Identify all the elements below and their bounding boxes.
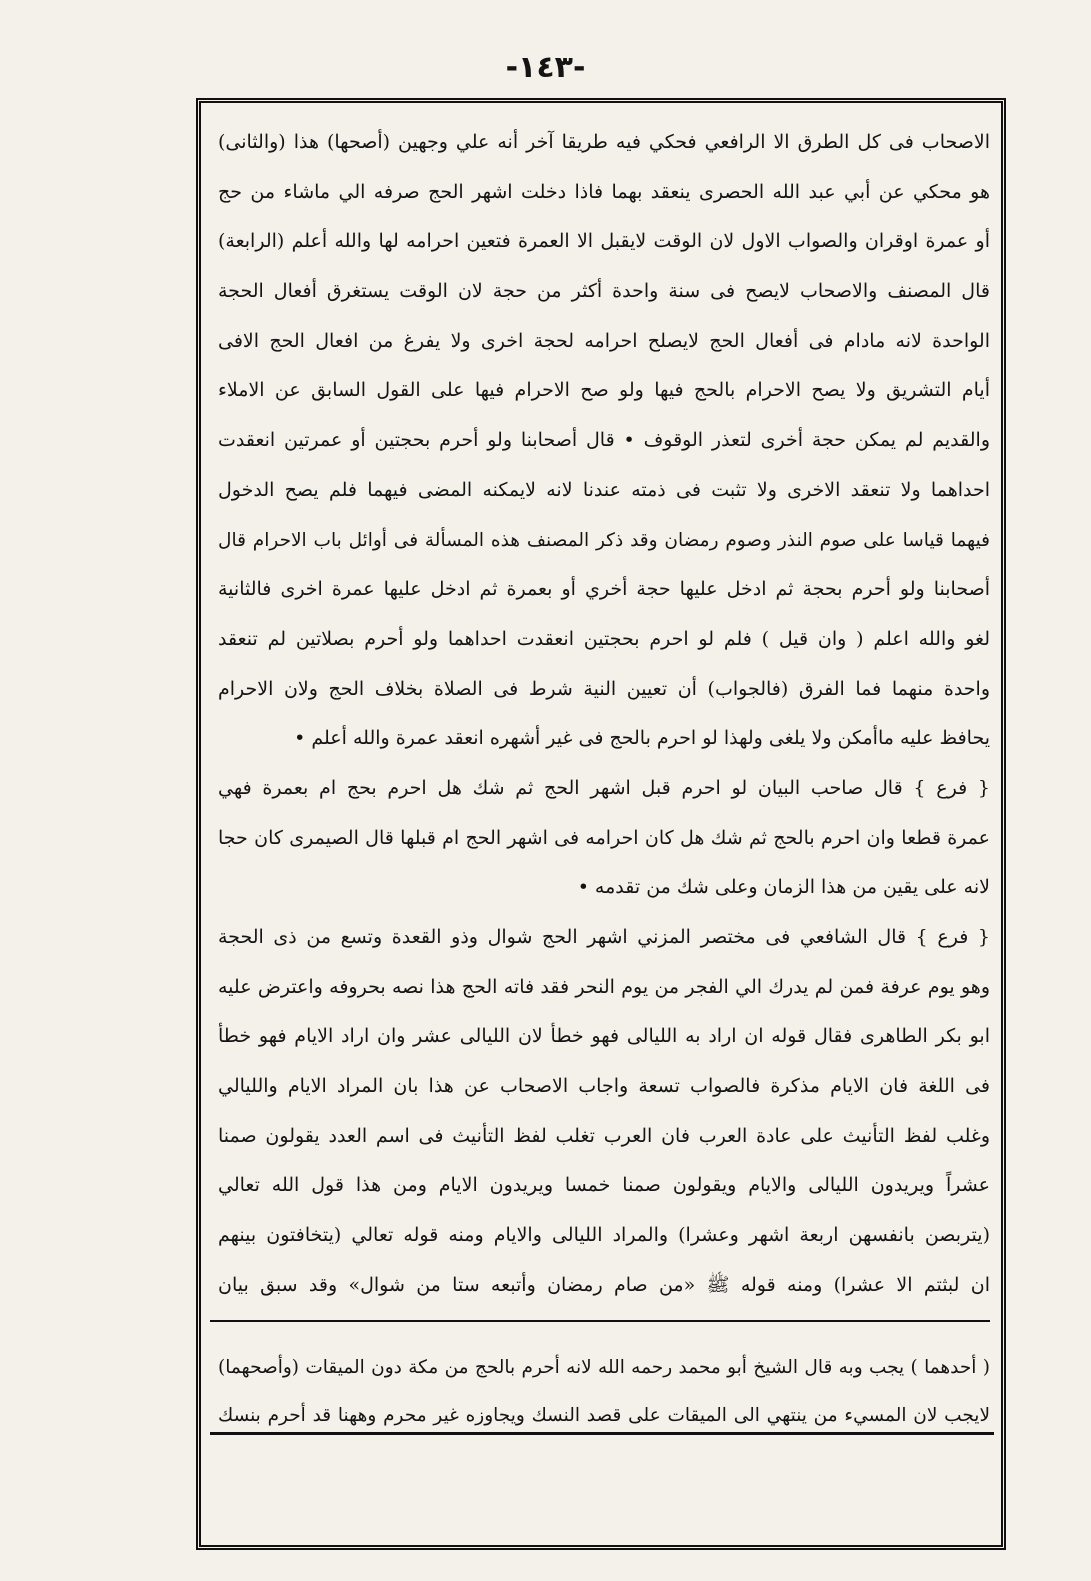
text-line: لغو والله اعلم ( وان قيل ) فلم لو احرم بحجتين انعقدت احداهما ولو أحرم بصلاتين لم تنعقد <box>218 627 990 650</box>
text-line: وهو يوم عرفة فمن لم يدرك الي الفجر من يوم النحر فقد فاته الحج هذا نصه بحروفه واعترض عليه <box>218 975 990 998</box>
text-line: ان لبثتم الا عشرا) ومنه قوله ﷺ «من صام رمضان وأتبعه ستا من شوال» وقد سبق بيان <box>218 1273 990 1296</box>
text-line: فيهما قياسا على صوم النذر وصوم رمضان وقد ذكر المصنف هذه المسألة فى أوائل باب الاحرام قال <box>218 529 990 551</box>
text-line: الواحدة لانه مادام فى أفعال الحج لايصلح احرامه لحجة اخرى ولا يفرغ من افعال الحج الافى <box>218 329 990 352</box>
footnote-line: لايجب لان المسيء من ينتهي الى الميقات على قصد النسك ويجاوزه غير محرم وههنا قد أحرم بنسك <box>218 1405 990 1426</box>
text-line: قال المصنف والاصحاب لايصح فى سنة واحدة أكثر من حجة لان الوقت يستغرق أفعال الحجة <box>218 280 990 303</box>
text-line: وغلب لفظ التأنيث على عادة العرب فان العرب تغلب لفظ التأنيث فى اسم العدد يقولون صمنا <box>218 1124 990 1147</box>
text-line: أيام التشريق ولا يصح الاحرام بالحج فيها ولو صح الاحرام فيها على القول السابق عن الاملاء <box>218 379 990 402</box>
text-line: أو عمرة اوقران والصواب الاول لان الوقت لايقبل الا العمرة فتعين احرامه لها والله أعلم (الرابعة) <box>218 230 990 253</box>
text-line: والقديم لم يمكن حجة أخرى لتعذر الوقوف • قال أصحابنا ولو أحرم بحجتين أو عمرتين انعقدت <box>218 429 990 452</box>
main-text <box>218 118 990 1311</box>
footnote-line: ( أحدهما ) يجب وبه قال الشيخ أبو محمد رحمه الله لانه أحرم بالحج من مكة دون الميقات (وأصحهما) <box>218 1357 990 1378</box>
bottom-rule <box>210 1432 994 1435</box>
page-number: -١٤٣- <box>505 50 586 85</box>
text-line: هو محكي عن أبي عبد الله الحصرى ينعقد بهما فاذا دخلت اشهر الحج صرفه الي ماشاء من حج <box>218 180 990 203</box>
footnotes <box>218 1344 990 1440</box>
text-line: يحافظ عليه ماأمكن ولا يلغى ولهذا لو احرم بالحج فى غير أشهره انعقد عمرة والله أعلم • <box>294 727 990 750</box>
text-line: عمرة قطعا وان احرم بالحج ثم شك هل كان احرامه فى اشهر الحج ام قبلها قال الصيمرى كان حجا <box>218 826 990 849</box>
text-line: أصحابنا ولو أحرم بحجة ثم ادخل عليها حجة أخري أو بعمرة ثم ادخل عليها عمرة اخرى فالثانية <box>218 578 990 601</box>
text-line: (يتربصن بانفسهن اربعة اشهر وعشرا) والمراد الليالى والايام ومنه قوله تعالي (يتخافتون بينهم <box>218 1224 990 1247</box>
footnote-separator <box>210 1320 990 1322</box>
text-line: ابو بكر الطاهرى فقال قوله ان اراد به الليالى فهو خطأ لان الليالى عشر وان اراد الايام فهو خطأ <box>218 1025 990 1048</box>
text-line: الاصحاب فى كل الطرق الا الرافعي فحكي فيه طريقا آخر أنه علي وجهين (أصحها) هذا (والثانى) <box>218 131 990 153</box>
text-line: احداهما ولا تنعقد الاخرى ولا تثبت فى ذمته عندنا لانه لايمكنه المضى فيهما فلم يصح الدخول <box>218 478 990 501</box>
text-line: { فرع } قال صاحب البيان لو احرم قبل اشهر الحج ثم شك هل احرم بحج ام بعمرة فهي <box>218 776 990 799</box>
text-line: واحدة منهما فما الفرق (فالجواب) أن تعيين النية شرط فى الصلاة بخلاف الحج ولان الاحرام <box>218 677 990 700</box>
text-line: عشراً ويريدون الليالى والايام ويقولون صمنا خمسا ويريدون الايام ومن هذا قول الله تعالي <box>218 1174 990 1197</box>
text-line: { فرع } قال الشافعي فى مختصر المزني اشهر الحج شوال وذو القعدة وتسع من ذى الحجة <box>218 926 990 948</box>
text-line: فى اللغة فان الايام مذكرة فالصواب تسعة واجاب الاصحاب عن هذا بان المراد الايام والليالي <box>218 1075 990 1098</box>
text-line: لانه على يقين من هذا الزمان وعلى شك من تقدمه • <box>577 876 990 899</box>
